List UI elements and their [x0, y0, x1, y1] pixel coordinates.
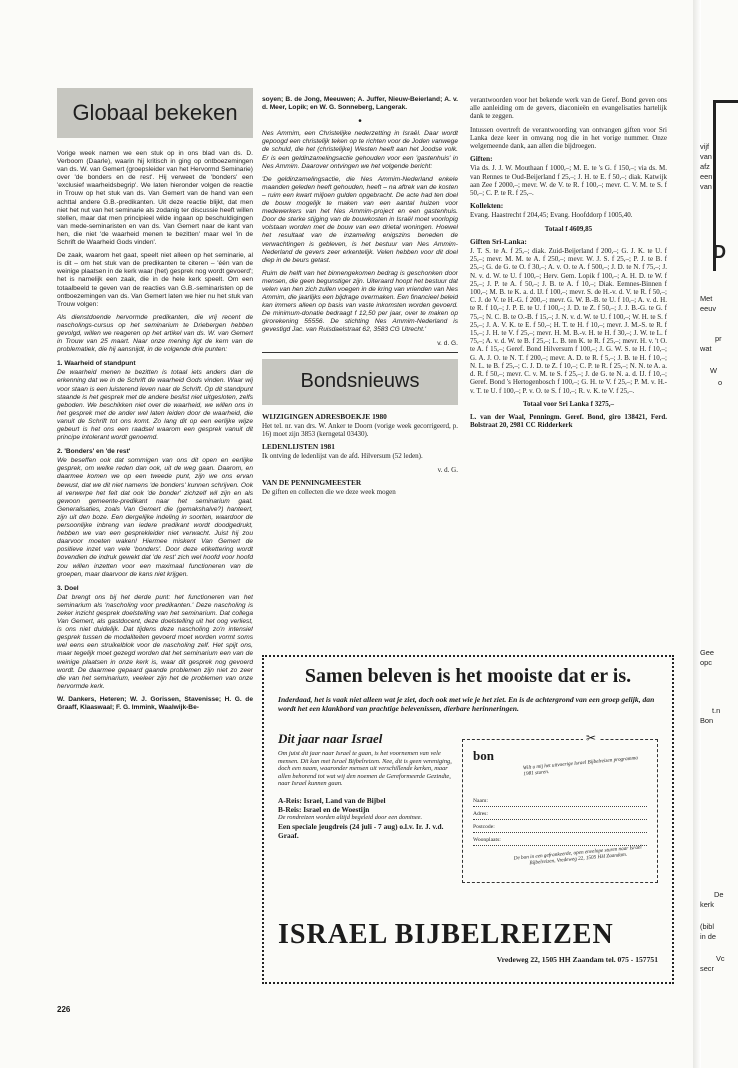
next-page-fragment: Vc [716, 954, 725, 963]
page-number: 226 [57, 1005, 71, 1014]
next-page-fragment: Met [700, 294, 713, 303]
treasurer-account: L. van der Waal, Penningm. Geref. Bond, giro 138421, Ferd. Bolstraat 20, 2981 CC Ridderkerk [470, 412, 667, 430]
sri-lanka-total: Totaal voor Sri Lanka f 3275,– [522, 399, 614, 408]
ledenlijsten-text: Ik ontving de ledenlijst van de afd. Hilversum (52 leden). [262, 452, 423, 461]
point-2-text: We beseffen ook dat sommigen van ons dit open en eerlijke gesprek, om welke reden dan ook, uit de weg gaan. Daarom, en daarmee komen we op een tweede punt, zijn we ons ervan bewust, dat we dit niet namens 'de bonders' kunnen schrijven. Ook al verwerpe het feit dat ook 'de bonder' zichzelf wil zijn en als gewoon gemeente-predikant naar het seminarium gaat. Generalisaties, zoals Van Gemert die (gemakshalve?) hanteert, zijn uit den boze. Een dergelijke indeling in soorten, waardoor de persoonlijke inbreng van iedere predikant wordt doodgedrukt, hebben we van een gesprekleider niet verwacht. Juist hij zou daarvoor moeten waken! Hiermee miskent Van Gemert de positieve inzet van vele 'bonders'. Door deze etikettering wordt bovendien de indruk gewekt dat 'de rest' zich wel hoofd voor hoofd zou willen inzetten voor een maximaal functioneren van de groepen, maar daarvoor de kans niet krijgen. [57, 457, 253, 578]
next-page-fragment: vijf [700, 142, 710, 151]
signatories-continued: soyen; B. de Jong, Meeuwen; A. Juffer, Nieuw-Beierland; A. v. d. Meer, Lopik; en W. G. Sonneberg, Langerak. [262, 96, 458, 112]
point-1-title: 1. Waarheid of standpunt [57, 360, 136, 368]
column-penningmeester [470, 96, 667, 434]
next-page-fragment: Bon [700, 716, 714, 725]
next-page-fragment: eeuv [700, 304, 717, 313]
next-page-fragment: D [713, 242, 726, 262]
point-3-text: Dat brengt ons bij het derde punt: het functioneren van het seminarium als 'nascholing voor predikanten.' Deze nascholing is zeker inzicht gesprek doelstelling van het seminarium. Dat collega Van Gemert, als gastdocent, deze doelstelling uit het oog verliest, is ons niet duidelijk. Dat tijdens deze nascholing zo'n intensief gesprek tussen de modaliteiten gevoerd moet worden vormt soms wel eens een struikelblok voor de nascholing zelf. Het spijt ons, maar tegelijk moet gezegd worden dat het seminarium een van de weinige plaatsen in onze kerk is, waar dit gesprek nog gevoerd wordt. De daarmee gepaard gaande problemen zijn niet zo zeer die van het seminarium, veeleer zijn het de problemen van onze hervormde kerk. [57, 593, 253, 690]
tour-a: A-Reis: Israel, Land van de Bijbel [278, 795, 386, 805]
coupon-postcode-field[interactable]: Postcode: [473, 824, 647, 833]
wijzigingen-title: WIJZIGINGEN ADRESBOEKJE 1980 [262, 411, 387, 421]
next-page-fragment: pr [715, 334, 722, 343]
intro-paragraph: Vorige week namen we een stuk op in ons blad van ds. D. Verboom (Daarle), waarin hij kritisch in ging op ontboezemingen van ds. W. van Gemert (groepsleider van het Hervormd Seminarie) over 'de bonders en de rest'. Hij verweet de 'bonders' een 'exclusief waarheidsbegrip'. We laten hieronder volgen de reactie in Trouw op het stuk van ds. Van Gemert van de hand van een achttal andere G.B.-predikanten. Uit deze reactie blijkt, dat men niet het nut van het seminarie als zodanig ter discussie heeft willen stellen, maar dat men principieel wilde ingaan op beschuldigingen van mede-seminaristen en van ds. Van Gemert naar de kant van hen, die niet 'de waarheid menen te bezitten' maar wel 'in de Schrift de Waarheid Gods vinden'. [57, 150, 253, 247]
brand-address: Vredeweg 22, 1505 HH Zaandam tel. 075 - 157751 [496, 955, 658, 964]
letter-intro: Als dienstdoende hervormde predikanten, die vrij recent de nascholings-cursus op het seminarium te Driebergen hebben gevolgd, willen we reageren op het artikel van ds. W. van Gemert in Trouw van 25 maart. Naar onze mening ligt de kern van de problematiek, die hij aansnijdt, in de volgende drie punten: [57, 313, 253, 354]
point-3-title: 3. Doel [57, 584, 79, 592]
nes-ammim-quote-2: Ruim de helft van het binnengekomen bedrag is geschonken door mensen, die geen begunstiger zijn. Uiteraard hoopt het bestuur dat velen van hen zich zullen voegen in de kring van vrienden van Nes Ammim, die jaarlijks een bijdrage overmaken. Een financieel beleid kan immers alleen op basis van vaste inkomsten worden gevoerd. De minimum-donatie bedraagt f 12,50 per jaar, over te maken op girorekening 55556. De stichting Nes Ammim-Nederland is gevestigd Jac. van Ruisdaelstraat 62, 3583 CG Utrecht.' [262, 269, 458, 334]
tour-note: De rondreizen worden altijd begeleid door een dominee. [278, 813, 423, 821]
point-1-text: De waarheid menen te bezitten is totaal iets anders dan de erkenning dat we in de Schrift de waarheid Gods vinden. Waar wij voor staan is een luisterend leven naar de Schrift. Op dit standpunt staande is het gesprek met de andere beslist niet uitgesloten, zelfs geboden. We beschikken niet over de waarheid, we willen ons in het gesprek met de ander wel laten leiden door de waarheid, die vanuit de Schrift tot ons komt. Zo lang dit op een eerlijke wijze gebeurt is het ons een raadsel waarom een gesprek vanuit dit principe intolerant wordt genoemd. [57, 369, 253, 442]
tour-b: B-Reis: Israel en de Woestijn [278, 804, 370, 814]
total-amount: Totaal f 4609,85 [544, 224, 593, 233]
penningmeester-continued-2: Intussen overtreft de verantwoording van ontvangen giften voor Sri Lanka deze keer in omvang nog die in het vorige nummer. Onze welgemeende dank, aan allen die bijdroegen. [470, 125, 667, 151]
next-page-fragment: secr [700, 964, 714, 973]
intro-paragraph-2: De zaak, waarom het gaat, speelt niet alleen op het seminarie, al is dit – om het stuk van de predikanten te citeren – 'één van de weinige plaatsen in de kerk waar (het) gesprek nog wordt gevoerd'; het is namelijk een zaak, die in de hele kerk speelt. Om een totaalbeeld te geven van de reacties van G.B.-seminaristen op de ontboezemingen van ds. Van Gemert laten we hier nu het stuk van Trouw volgen: [57, 252, 253, 308]
next-page-fragment: van [700, 152, 712, 161]
coupon-instructions: De bon in een gefrankeerde, open envelope sturen naar Israel Bijbelreizen, Vredeweg 22, 1505 HH Zaandam. [513, 844, 642, 867]
scissors-icon: ✂ [583, 731, 599, 745]
sri-lanka-text: J. T. S. te A. f 25,–; diak. Zuid-Beijerland f 200,–; G. J. K. te U. f 25,–; mevr. M. M. te A. f 250,–; mevr. W. J. S. f 25,–; P. J. te B. f 25,–; G. de G. te O. f 30,–; A. v. O. te A. f 500,–; J. D. te N. f 75,–; J. N. v. d. W. te U. f 100,–; Herv. Gem. Lopik f 100,–; A. H. D. te W. f 25,–; J. P. te A. f 50,–; J. B. te A. f 10,–; Diak. Eemnes-Binnen f 100,–; M. B. te K. a. d. IJ. f 100,–; mevr. S. de H.-v. d. V. te R. f 50,–; C. J. de V. te H.-G. f 200,–; mevr. G. W. B.-B. te U. f 10,–; A. v. d. H. te R. f 10,–; J. P. E. te U. f 100,–; J. D. te Z. f 50,–; J. J. B.-G. te G. f 75,–; N. C. B. te O.-B. f 15,–; J. N. v. d. W. te U. f 100,–; W. H. te S. f 25,–; J. A. V. K. te E. f 50,–; H. T. te H. f 10,–; mevr. J. M.-S. te R. f 15,–; J. H. te V. f 25,–; mevr. H. M. B.-v. H. te H. f 30,–; J. W. te L. f 75,–; A. v. d. W. te B. f 25,–; L. B. ten K. te R. f 25,–; mevr. H. v. 't O. te A. f 15,–; Geref. Bond Hilversum f 100,–; J. G. W. S. te H. f 10,–; G. A. J. O. te N. T. f 200,–; mevr. A. D. te R. f 5,–; J. B. te H. f 10,–; N. L. te B. f 25,–; C. J. D. te Z. f 10,–; C. P. te R. f 25,–; N. N. te A. a. d. R. f 50,–; mevr. C. v. M. te S. f 25,–; J. de G. te N. a. d. IJ. f 10,–; Geref. Bond 's Hertogenbosch f 100,–; G. H. te V. f 25,–; P. M. v. H.-v. T. te U. f 100,–; P. v. O. te S. f 10,–; R. v. K. te V. f 25,–. [470, 247, 667, 395]
next-page-fragment: W [710, 366, 717, 375]
next-page-fragment: van [700, 182, 712, 191]
ledenlijsten-title: LEDENLIJSTEN 1981 [262, 442, 335, 452]
israel-bijbelreizen-advertisement [262, 655, 674, 984]
next-page-fragment: wat [700, 344, 712, 353]
next-page-fragment: (bibl [700, 922, 714, 931]
column-globaal-bekeken [57, 88, 253, 983]
ad-body: Om juist dit jaar naar Israel te gaan, is het voornemen van vele mensen. Dit kan met Israel Bijbelreizen. Nee, dit is geen vereniging, doch een naam, waaronder mensen uit verschillende kerken, maar allen behorend tot wat wij den noemen de Gereformeerde Gezindte, naar Israel kunnen gaan. [278, 750, 452, 788]
brand-name: ISRAEL BIJBELREIZEN [278, 919, 614, 950]
nes-ammim-intro: Nes Ammim, een Christelijke nederzetting in Israël. Daar wordt gepoogd een christelijk teken op te richten voor de Joden vanwege de schuld, die het (christelijke) Westen heeft aan het Joodse volk. Er is een geldinzamelingsactie gehouden voor een 'gastenhuis' in Nes Ammim. Daarover ontvingen we het volgende bericht: [262, 130, 458, 170]
next-page-fragment: afz [700, 162, 710, 171]
next-page-fragment: o [718, 378, 723, 387]
coupon-request: Wilt u mij het uitvoerige Israel Bijbelreizen programma 1981 sturen. [522, 755, 639, 778]
next-page-fragment: Gee [700, 648, 714, 657]
next-page-fragment: De [714, 890, 724, 899]
order-coupon[interactable] [462, 731, 658, 883]
next-page-fragment: t.n [712, 706, 721, 715]
author-initials: v. d. G. [437, 339, 458, 347]
coupon-title: bon [473, 748, 494, 763]
ledenlijsten-initials: v. d. G. [437, 465, 458, 474]
kollekten-text: Evang. Haastrecht f 204,45; Evang. Hoofddorp f 1005,40. [470, 211, 633, 220]
next-page-fragment: opc [700, 658, 712, 667]
next-page-fragment: kerk [700, 900, 714, 909]
coupon-city-field[interactable]: Woonplaats: [473, 837, 647, 846]
signatories: W. Dankers, Heteren; W. J. Gorissen, Stavenisse; H. G. de Graaff, Klaaswaal; F. G. Immink, Waalwijk-Be- [57, 695, 253, 711]
next-page-fragment: een [700, 172, 713, 181]
ad-subheading: Dit jaar naar Israel [278, 731, 383, 746]
sri-lanka-title: Giften Sri-Lanka: [470, 236, 527, 246]
penningmeester-title: VAN DE PENNINGMEESTER [262, 477, 362, 487]
coupon-name-field[interactable]: Naam: [473, 798, 647, 807]
column-middle [262, 96, 458, 501]
youth-trip: Een speciale jeugdreis (24 juli - 7 aug) o.l.v. Ir. J. v.d. Graaf. [278, 821, 444, 840]
ad-left-column [278, 731, 456, 840]
ad-intro: Inderdaad, het is vaak niet alleen wat je ziet, doch ook met wie je het ziet. En is de achtergrond van een groep gelijk, dan wordt het een klankbord van prachtige belevenissen, dierbare herinneringen. [278, 695, 655, 713]
divider [262, 352, 458, 353]
penningmeester-text: De giften en collecten die we deze week mogen [262, 488, 396, 497]
wijzigingen-text: Het tel. nr. van drs. W. Anker te Doorn (vorige week gecorrigeerd, p. 16) moet zijn 3853 (kerngetal 03430). [262, 421, 458, 439]
separator-dot: • [358, 116, 362, 128]
nes-ammim-quote: 'De geldinzamelingsactie, die Nes Ammim-Nederland enkele maanden geleden heeft gehouden, heeft – na aftrek van de kosten – ruim een kwart miljoen gulden opgebracht. De acte had ten doel de bouw mogelijk te maken van een aantal huizen voor medewerkers van het Nes Ammim-project en een gastenhuis. Door de sterke stijging van de bouwkosten in Israël moet voorlopig volstaan worden met de bouw van een drietal woningen. Hoewel het resultaat van de inzameling enigszins beneden de verwachtingen is gebleven, is het bestuur van Nes Ammim-Nederland de gevers zeer erkentelijk. Velen hebben voor dit doel diep in de beurs getast. [262, 175, 458, 264]
penningmeester-continued: verantwoorden voor het bekende werk van de Geref. Bond geven ons alle aanleiding om de gevers, diaconieën en evangelisaties hartelijk dank te zeggen. [470, 96, 667, 121]
section-heading-box [57, 88, 253, 138]
bondsnieuws-heading-box [262, 359, 458, 405]
giften-title: Giften: [470, 154, 493, 164]
ad-headline: Samen beleven is het mooiste dat er is. [304, 665, 632, 687]
next-page-fragment: in de [700, 932, 717, 941]
point-2-title: 2. 'Bonders' en 'de rest' [57, 448, 131, 456]
giften-text: Via ds. J. J. W. Mouthaan f 1000,–; M. E. te 's G. f 150,–; via ds. M. van Rennes te Oud-Beijerland f 25,–; J. H. te E. f 50,–; diak. Katwijk aan Zee f 2000,–; mevr. W. de V. te R. f 100,–; mevr. C. V. M. te S. f 50,–; C. P. te R. f 25,–. [470, 164, 667, 198]
kollekten-title: Kollekten: [470, 201, 504, 211]
bondsnieuws-heading: Bondsnieuws [300, 370, 420, 393]
coupon-address-field[interactable]: Adres: [473, 811, 647, 820]
section-heading: Globaal bekeken [72, 99, 238, 125]
